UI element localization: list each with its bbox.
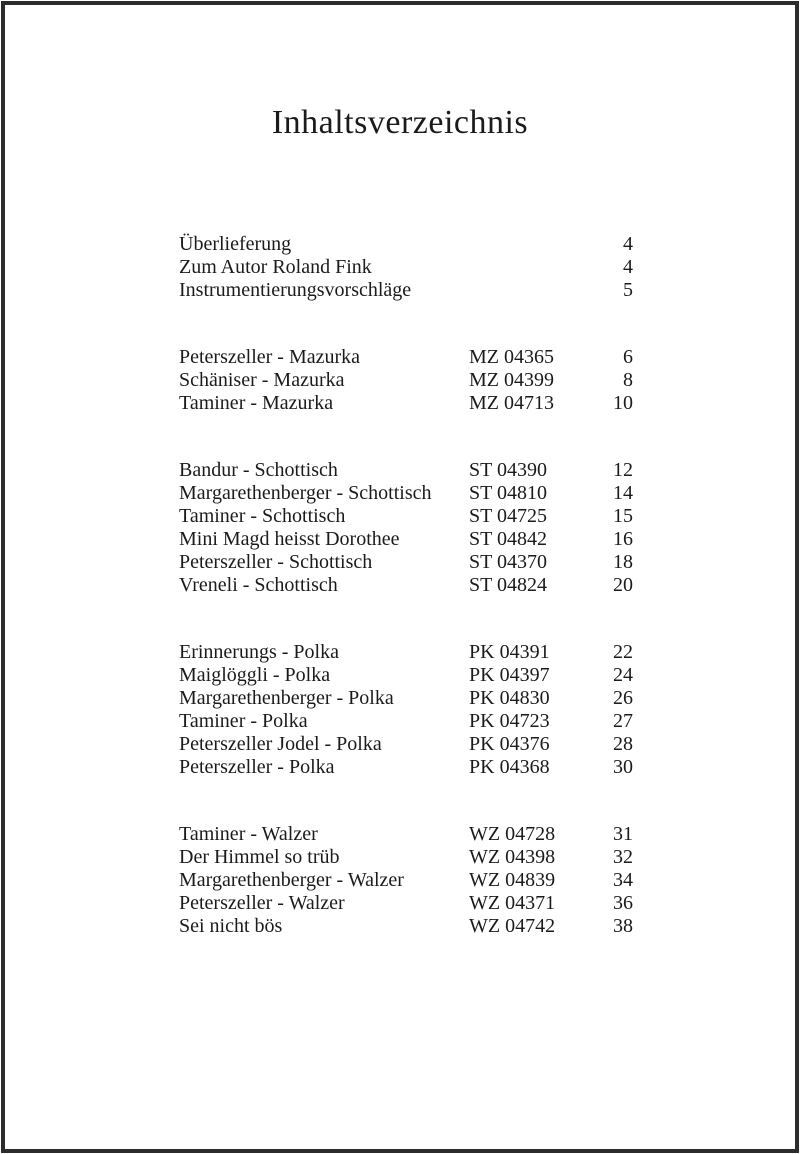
entry-title: Peterszeller - Schottisch [179,551,373,573]
toc-section [179,459,633,597]
toc-row [179,346,633,369]
entry-title: Taminer - Walzer [179,823,318,845]
entry-title: Peterszeller Jodel - Polka [179,733,382,755]
entry-code: PK 04376 [469,733,550,755]
entry-page: 20 [613,574,633,596]
entry-page: 4 [623,256,633,278]
toc-row [179,256,633,279]
entry-title: Sei nicht bös [179,915,283,937]
entry-title: Margarethenberger - Polka [179,687,394,709]
entry-title: Margarethenberger - Schottisch [179,482,432,504]
toc-row [179,551,633,574]
entry-code: ST 04810 [469,482,547,504]
entry-title: Mini Magd heisst Dorothee [179,528,400,550]
toc-row [179,233,633,256]
entry-code: PK 04397 [469,664,550,686]
entry-page: 5 [623,279,633,301]
toc-row [179,279,633,302]
entry-page: 15 [613,505,633,527]
toc-row [179,505,633,528]
toc-section [179,823,633,938]
entry-page: 4 [623,233,633,255]
entry-page: 28 [613,733,633,755]
entry-page: 30 [613,756,633,778]
entry-title: Zum Autor Roland Fink [179,256,372,278]
toc-row [179,369,633,392]
entry-code: MZ 04399 [469,369,554,391]
entry-title: Überlieferung [179,233,292,255]
toc-row [179,574,633,597]
toc-row [179,459,633,482]
entry-page: 16 [613,528,633,550]
toc-row [179,664,633,687]
entry-code: MZ 04365 [469,346,554,368]
entry-page: 22 [613,641,633,663]
toc-row [179,710,633,733]
entry-page: 26 [613,687,633,709]
entry-code: ST 04725 [469,505,547,527]
toc-row [179,756,633,779]
entry-page: 34 [613,869,633,891]
toc-row [179,846,633,869]
toc-row [179,687,633,710]
entry-page: 38 [613,915,633,937]
entry-title: Vreneli - Schottisch [179,574,338,596]
entry-page: 6 [623,346,633,368]
toc-row [179,528,633,551]
toc-row [179,892,633,915]
entry-code: PK 04391 [469,641,550,663]
entry-title: Bandur - Schottisch [179,459,338,481]
entry-code: WZ 04839 [469,869,556,891]
entry-page: 8 [623,369,633,391]
entry-code: ST 04824 [469,574,547,596]
toc-row [179,823,633,846]
toc-row [179,392,633,415]
toc-list [179,233,633,938]
entry-title: Taminer - Polka [179,710,308,732]
entry-code: WZ 04728 [469,823,556,845]
entry-code: ST 04842 [469,528,547,550]
entry-title: Peterszeller - Mazurka [179,346,361,368]
page-title: Inhaltsverzeichnis [271,103,529,141]
entry-page: 32 [613,846,633,868]
entry-page: 10 [613,392,633,414]
entry-page: 14 [613,482,633,504]
entry-code: ST 04370 [469,551,547,573]
toc-row [179,915,633,938]
entry-page: 18 [613,551,633,573]
entry-page: 31 [613,823,633,845]
entry-code: ST 04390 [469,459,547,481]
entry-page: 27 [613,710,633,732]
entry-title: Taminer - Schottisch [179,505,346,527]
toc-row [179,869,633,892]
entry-title: Erinnerungs - Polka [179,641,339,663]
entry-title: Der Himmel so trüb [179,846,340,868]
entry-title: Taminer - Mazurka [179,392,334,414]
entry-page: 36 [613,892,633,914]
entry-code: PK 04368 [469,756,550,778]
entry-page: 12 [613,459,633,481]
entry-code: PK 04723 [469,710,550,732]
entry-title: Schäniser - Mazurka [179,369,345,391]
entry-title: Maiglöggli - Polka [179,664,331,686]
entry-code: WZ 04398 [469,846,556,868]
entry-code: WZ 04371 [469,892,556,914]
entry-code: MZ 04713 [469,392,554,414]
toc-row [179,641,633,664]
entry-title: Margarethenberger - Walzer [179,869,404,891]
toc-row [179,733,633,756]
document-page [1,1,799,1153]
toc-section [179,346,633,415]
toc-section [179,233,633,302]
toc-section [179,641,633,779]
entry-code: PK 04830 [469,687,550,709]
entry-title: Peterszeller - Polka [179,756,335,778]
toc-row [179,482,633,505]
entry-code: WZ 04742 [469,915,556,937]
entry-page: 24 [613,664,633,686]
entry-title: Peterszeller - Walzer [179,892,345,914]
entry-title: Instrumentierungsvorschläge [179,279,412,301]
